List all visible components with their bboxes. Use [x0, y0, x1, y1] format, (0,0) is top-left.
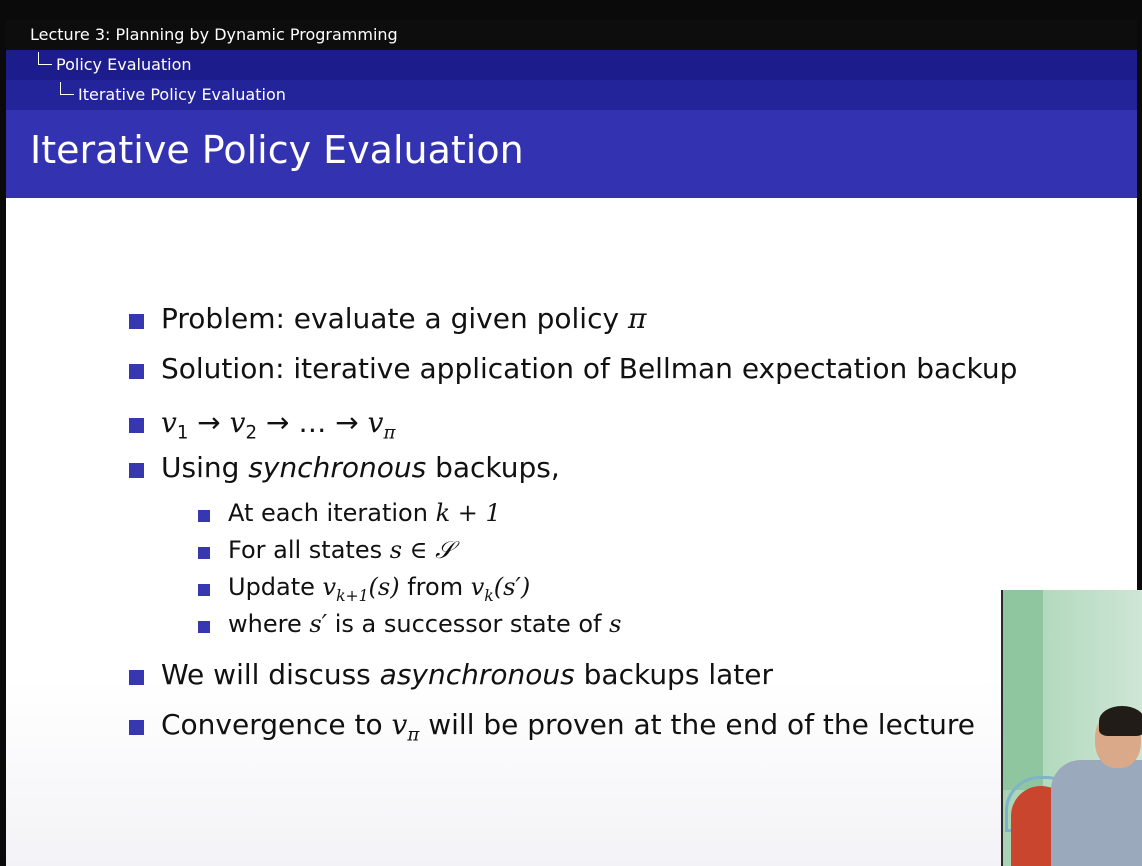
bullet-square-icon	[129, 314, 144, 329]
bullet-sequence: $v_1 \to v_2$ → … → $v_\pi$	[161, 406, 396, 444]
header-section: Policy Evaluation	[56, 55, 192, 74]
sub-bullet-square-icon	[198, 547, 210, 559]
sub-bullet-iteration: At each iteration k + 1	[228, 499, 501, 527]
bullet-solution: Solution: iterative application of Bellman expectation backup	[161, 352, 1018, 385]
bullet-convergence: Convergence to $v_\pi$ will be proven at the end of the lecture	[161, 708, 976, 746]
webcam-door	[1003, 590, 1043, 790]
tree-elbow-icon	[38, 52, 52, 65]
bullet-square-icon	[129, 670, 144, 685]
sub-bullet-states: For all states s ∈ 𝒮	[228, 536, 454, 564]
sub-bullet-square-icon	[198, 510, 210, 522]
bullet-square-icon	[129, 463, 144, 478]
bullet-synchronous: Using synchronous backups,	[161, 451, 560, 484]
sub-bullet-update: Update $v_{k+1}(s)$ from $v_k(s')$	[228, 573, 531, 605]
bullet-square-icon	[129, 418, 144, 433]
sub-bullet-square-icon	[198, 621, 210, 633]
bullet-square-icon	[129, 364, 144, 379]
presenter-torso	[1051, 760, 1142, 866]
sub-bullet-square-icon	[198, 584, 210, 596]
header-section-bar	[6, 50, 1137, 80]
bullet-asynchronous: We will discuss asynchronous backups later	[161, 658, 773, 691]
slide	[6, 20, 1137, 866]
sub-bullet-successor: where s′ is a successor state of s	[228, 610, 622, 638]
bullet-problem: Problem: evaluate a given policy π	[161, 302, 647, 335]
header-lecture-bar	[6, 20, 1137, 50]
slide-title: Iterative Policy Evaluation	[30, 128, 524, 172]
header-subsection-bar	[6, 80, 1137, 110]
presenter-webcam	[1001, 590, 1142, 866]
bullet-square-icon	[129, 720, 144, 735]
header-lecture: Lecture 3: Planning by Dynamic Programming	[30, 25, 398, 44]
slide-content	[6, 198, 1137, 866]
tree-elbow-icon	[60, 82, 74, 95]
title-bar	[6, 110, 1137, 198]
presenter-hair	[1099, 706, 1142, 736]
header-subsection: Iterative Policy Evaluation	[78, 85, 286, 104]
